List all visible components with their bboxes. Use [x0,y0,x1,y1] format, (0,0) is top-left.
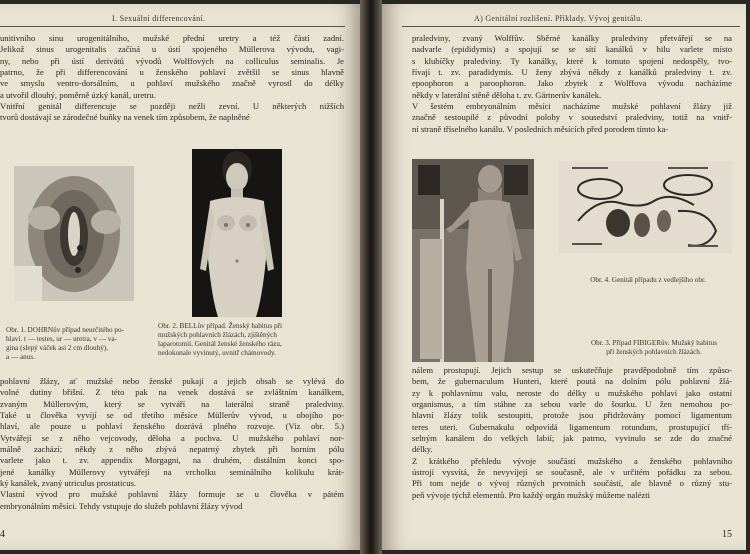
page-number-right: 15 [722,529,732,540]
text-line: Z krátkého přehledu vývoje součástí mužského a ženského pohlavního [412,455,732,466]
text-line: tvorů dostávají se zárodečné buňky na venek tím způsobem, že naplněné [0,112,250,123]
right-top-paragraphs [412,33,732,135]
running-head-left: I. Sexuální differencování. [112,14,206,23]
figure-1-caption: Obr. 1. DOHRNův případ neurčitého po- hlaví. t — testes, ur — uretra, v — va- gina (slepý váček asi 2 cm dlouhý), a — anus. [6,326,124,361]
text-line: Při tom nejde o vývoj různých prvotních součástí, ale hlavně o různý stu- [412,478,732,489]
text-line: a utvořil dlouhý, poměrně úzký kanál, uretru. [0,89,156,100]
header-rule-left [0,26,345,27]
left-bottom-paragraphs [0,376,344,512]
text-line: řívají t. zv. paradidymis. U ženy zbývá někdy z kanálků praledviny t. zv. [412,67,732,78]
text-line: epoophoron a paroophoron. Jako zbytek z Wolffova vývodu nacházíme [412,78,732,89]
text-line: Vnitřní genitál differencuje se později nežli zevní. U některých nižších [0,101,344,112]
text-line: pohlavní žlázy, ať mužské nebo ženské pukají a jejich obsah se vylévá do [0,376,344,386]
text-line: embryonálním měsíci. Tehdy vstupuje do služeb pohlavní žlázy vývod [0,500,243,511]
text-line: varlete jako t. zv. appendix Morgagni, na druhém, distálním konci spo- [0,455,344,466]
text-line: jené kanálky Müllerovy vytvářejí na vrcholku seminálního kolikulu krát- [0,466,344,477]
text-line: selným kanálem do velkých labií; jak patrno, vyvinulo se zde do značné [412,433,732,444]
text-line: volné dutiny břišní. Z této pak na venek dostává se zvláštním kanálkem, [0,387,344,398]
text-line: hlaví, ale pouze u pohlaví ženského dozrává plného rozvoje. (Viz obr. 5.) [0,421,344,432]
text-line: zvaným Müllerovým, který se vytváří na laterální straně praledviny. [0,398,344,409]
text-line: nadvarle (epididymis) a spojují se se sítí kanálků v hilu varlete místo [412,44,732,55]
text-line: s klubíčky praledviny. Ty kanálky, které k tomuto spojení nedospěly, tvo- [412,55,732,66]
left-page [0,4,360,550]
text-line: zy k pohlavnímu valu, neroste do délky u mužského pohlaví jako ostatní [412,387,732,398]
text-line: ny, nebo při ústí derivátů vývodů Wolffových na colliculus seminalis. Je [0,55,344,66]
text-line: někdy v laterální stěně děloha t. zv. Gärtnerův kanálek. [412,89,602,100]
text-line: Vlastní vývod pro mužské pohlavní žlázy formuje se u člověka v pátém [0,489,344,500]
text-line: patrno, že při differencování u ženského pohlaví zvětšil se sinus hlavně [0,67,344,78]
text-line: málně zachází; někdy z něho zbývá nepatrný zbytek při horním pólu [0,444,344,455]
text-line: hlavní žlázy tolik sestoupiti, protože jsou přidržovány pomocí ligamentum [412,410,732,421]
text-line: délky. [412,444,433,455]
text-line: organismus, a tím stáhne za sebou varle do šourku. U žen nemohou po- [412,399,732,410]
book-gutter [360,0,382,554]
text-line: ve smyslu ventro-dorsálním, u pohlaví mužského značně vyrostl do délky [0,78,344,89]
text-line: nálem prostupují. Jejich sestup se uskutečňuje pravděpodobně tím způso- [412,365,732,375]
text-line: bem, že gubernaculum Hunteri, které poutá na dolním pólu pohlavní žlá- [412,376,732,387]
text-line: Vytvářejí se z něho vejcovody, děloha a pochva. U mužského pohlaví nor- [0,432,344,443]
figure-3-caption: Obr. 3. Případ FIBIGERův. Mužský habitus při ženských pohlavních žlázách. [590,339,718,356]
text-line: teres uteri. Gubernakulu odpovídá ligamentum rotundum, prostupující tří- [412,421,732,432]
text-line: ký kanálek, zvaný utriculus prostaticus. [0,478,137,489]
text-line: unitivního sinu urogenitálního, mužské přední uretry a též částí zadní. [0,33,344,43]
running-head-right: A) Genitální rozlišení. Příklady. Vývoj genitálu. [474,14,643,23]
text-line: peň vývoje týchž elementů. Pro každý orgán mužský můžeme nalézti [412,489,651,500]
text-line: Také u člověka vyvíjí se od třetího měsíce Müllerův vývod, u obojího po- [0,410,344,421]
text-line: praledviny, zvaný Wolffův. Sběrné kanálky praledviny přetvářejí se na [412,33,732,43]
text-line: značně sestoupilé z původní polohy v sousedství praledviny, totiž na vnitř- [412,112,732,123]
page-number-left: 4 [0,529,5,540]
figure-2-image [192,149,282,317]
figure-3-image [412,159,534,362]
figure-4-image [558,161,732,253]
left-top-paragraphs [0,33,344,124]
header-rule-right [402,26,740,27]
text-line: V šestém embryonálním měsíci nacházíme mužské pohlavní žlázy již [412,101,732,112]
text-line: ní straně tříselného kanálu. V posledních měsících před porodem tímto ka- [412,123,669,134]
figure-1-image [14,166,134,301]
text-line: Jelikož sinus urogenitalis začíná u ústí spojeného Müllerova vývodu, vagi- [0,44,344,55]
figure-2-caption: Obr. 2. BELLův případ. Ženský habitus při mužských pohlavních žlázách, zjištěných laparotomií. Genitál ženské ženského rázu, nedokonale vyvinutý, uvnitř chámovody. [158,322,282,357]
right-page [382,4,746,550]
text-line: ústrojí vysvítá, že nevyvíjejí se současně, ale v určitém pořádku za sebou. [412,467,732,478]
right-bottom-paragraphs [412,365,732,501]
figure-4-caption: Obr. 4. Genitál případu z vedlejšího obr. [590,276,706,284]
